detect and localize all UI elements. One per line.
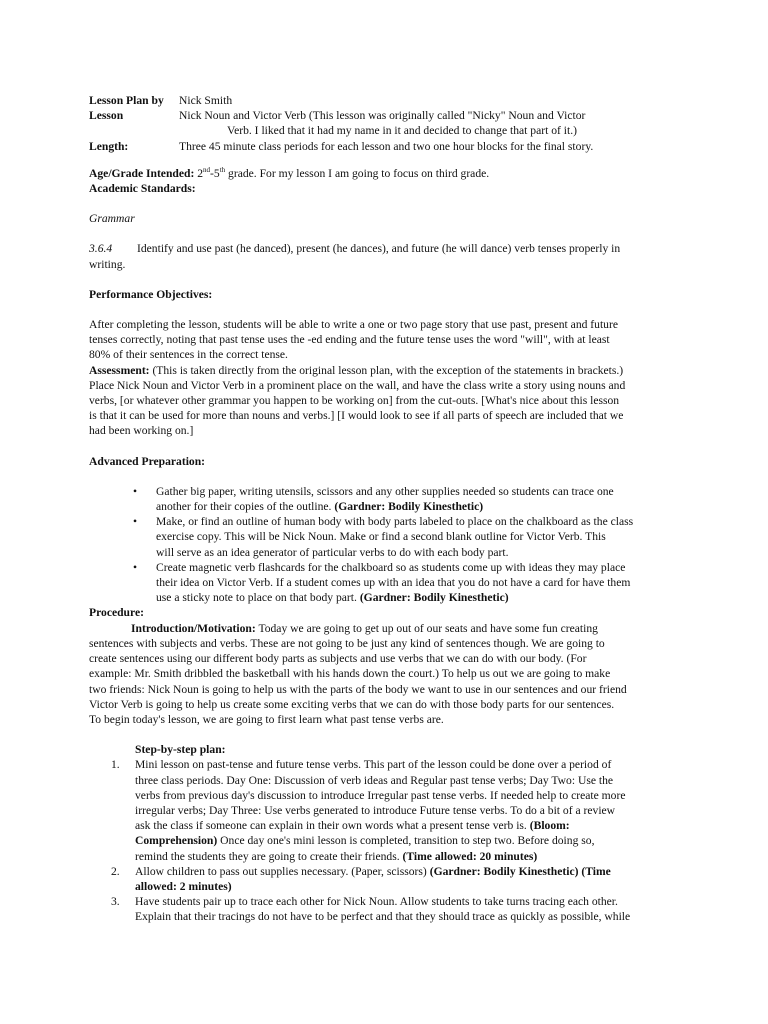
standard-code: 3.6.4 bbox=[89, 242, 113, 256]
length-row bbox=[89, 139, 689, 154]
list-item: 1. Mini lesson on past-tense and future tense verbs. This part of the lesson could be done over a period of three class periods. Day One: Discussion of verb ideas and Regular past tense verbs; Day Two: Use the verbs from previous day's discussion to introduce Irregular past tense verbs. If needed help to create more irregular verbs; Day Three: Use verbs generated to introduce Future tense verbs. To do a bit of a review ask the class if someone can explain in their own words what a present tense verb is. (Bloom: Comprehension) Once day one's mini lesson is completed, transition to step two. Before doing so, remind the students they are going to create their friends. (Time allowed: 20 minutes) bbox=[111, 758, 626, 863]
step-by-step-heading: Step-by-step plan: bbox=[135, 743, 226, 757]
bullet-icon: • bbox=[133, 515, 138, 529]
step-number: 1. bbox=[111, 758, 120, 772]
length-label: Length: bbox=[89, 139, 129, 153]
academic-standards-heading: Academic Standards: bbox=[89, 182, 196, 196]
grade-value-c: grade. For my lesson I am going to focus on third grade. bbox=[225, 166, 490, 180]
list-item: • Gather big paper, writing utensils, scissors and any other supplies needed so students can trace one another for their copies of the outline. (Gardner: Bodily Kinesthetic) bbox=[133, 484, 614, 514]
grade-sup-b: th bbox=[219, 165, 226, 174]
lesson-row bbox=[89, 108, 689, 138]
standard-text-line-1: Identify and use past (he danced), present (he dances), and future (he will dance) verb tenses properly in bbox=[137, 242, 621, 256]
procedure-heading: Procedure: bbox=[89, 606, 144, 620]
advanced-preparation-heading: Advanced Preparation: bbox=[89, 454, 206, 468]
lesson-plan-by-label: Lesson Plan by bbox=[89, 94, 164, 107]
lesson-value-line-2: Verb. I liked that it had my name in it and decided to change that part of it.) bbox=[227, 124, 577, 138]
lesson-plan-by-row bbox=[89, 93, 689, 108]
grade-line bbox=[89, 166, 689, 181]
list-item: • Create magnetic verb flashcards for the chalkboard so as students come up with ideas they may place their idea on Victor Verb. If a student comes up with an idea that you do not have a card for have them use a sticky note to place on that body part. (Gardner: Bodily Kinesthetic) bbox=[133, 560, 631, 605]
step-number: 2. bbox=[111, 864, 120, 878]
grammar-subject: Grammar bbox=[89, 212, 135, 226]
grade-sup-a: nd bbox=[203, 165, 211, 174]
grade-value-a: 2 bbox=[197, 166, 204, 180]
standard-3-6-4 bbox=[89, 241, 689, 271]
list-item: 2. Allow children to pass out supplies necessary. (Paper, scissors) (Gardner: Bodily Kinesthetic) (Time allowed: 2 minutes) bbox=[111, 864, 611, 893]
lesson-value-line-1: Nick Noun and Victor Verb (This lesson was originally called "Nicky" Noun and Victor bbox=[179, 109, 586, 123]
document-page bbox=[89, 93, 689, 925]
lesson-label: Lesson bbox=[89, 109, 124, 123]
bullet-icon: • bbox=[133, 560, 138, 574]
grade-label: Age/Grade Intended: bbox=[89, 166, 195, 180]
lesson-plan-by-value: Nick Smith bbox=[179, 94, 233, 107]
assessment-label: Assessment: bbox=[89, 363, 150, 377]
list-item: 3. Have students pair up to trace each other for Nick Noun. Allow students to take turns tracing each other. Explain that their tracings do not have to be perfect and that they should trace as quickly as possible, while bbox=[111, 895, 631, 924]
grade-value-b: -5 bbox=[210, 166, 220, 180]
standard-text-line-2: writing. bbox=[89, 257, 126, 271]
step-list bbox=[89, 757, 689, 924]
length-value: Three 45 minute class periods for each lesson and two one hour blocks for the final story. bbox=[179, 139, 594, 153]
introduction-paragraph: Introduction/Motivation: Today we are going to get up out of our seats and have some fun creating sentences with subjects and verbs. These are not going to be just any kind of sentences though. We are going to create sentences using our different body parts as subjects and use verbs that we can do with our body. (For example: Mr. Smith dribbled the basketball with his hands down the court.) To help us out we are going to make two friends: Nick Noun is going to help us with the parts of the body we want to use in our sentences and our friend Victor Verb is going to help us create some exciting verbs that we can do with those body parts for our sentences. To begin today's lesson, we are going to first learn what past tense verbs are. bbox=[89, 621, 627, 726]
performance-objectives-heading: Performance Objectives: bbox=[89, 287, 213, 301]
objectives-paragraph: After completing the lesson, students will be able to write a one or two page story that use past, present and future tenses correctly, noting that past tense uses the -ed ending and the future tense uses the word "will", with at least 80% of their sentences in the correct tense. Assessment: (This is taken directly from the original lesson plan, with the exception of the statements in brackets.) Place Nick Noun and Victor Verb in a prominent place on the wall, and have the class write a story using nouns and verbs, [or whatever other grammar you happen to be working on] from the cut-outs. [What's nice about this lesson is that it can be used for more than nouns and verbs.] [I would look to see if all parts of speech are included that we had been working on.] bbox=[89, 318, 626, 438]
preparation-list bbox=[89, 484, 689, 606]
bullet-icon: • bbox=[133, 484, 138, 498]
intro-label: Introduction/Motivation: bbox=[131, 621, 256, 635]
step-number: 3. bbox=[111, 895, 120, 909]
list-item: • Make, or find an outline of human body with body parts labeled to place on the chalkboard as the class exercise copy. This will be Nick Noun. Make or find a second blank outline for Victor Verb. This will serve as an idea generator of particular verbs to do with each body part. bbox=[133, 515, 634, 559]
